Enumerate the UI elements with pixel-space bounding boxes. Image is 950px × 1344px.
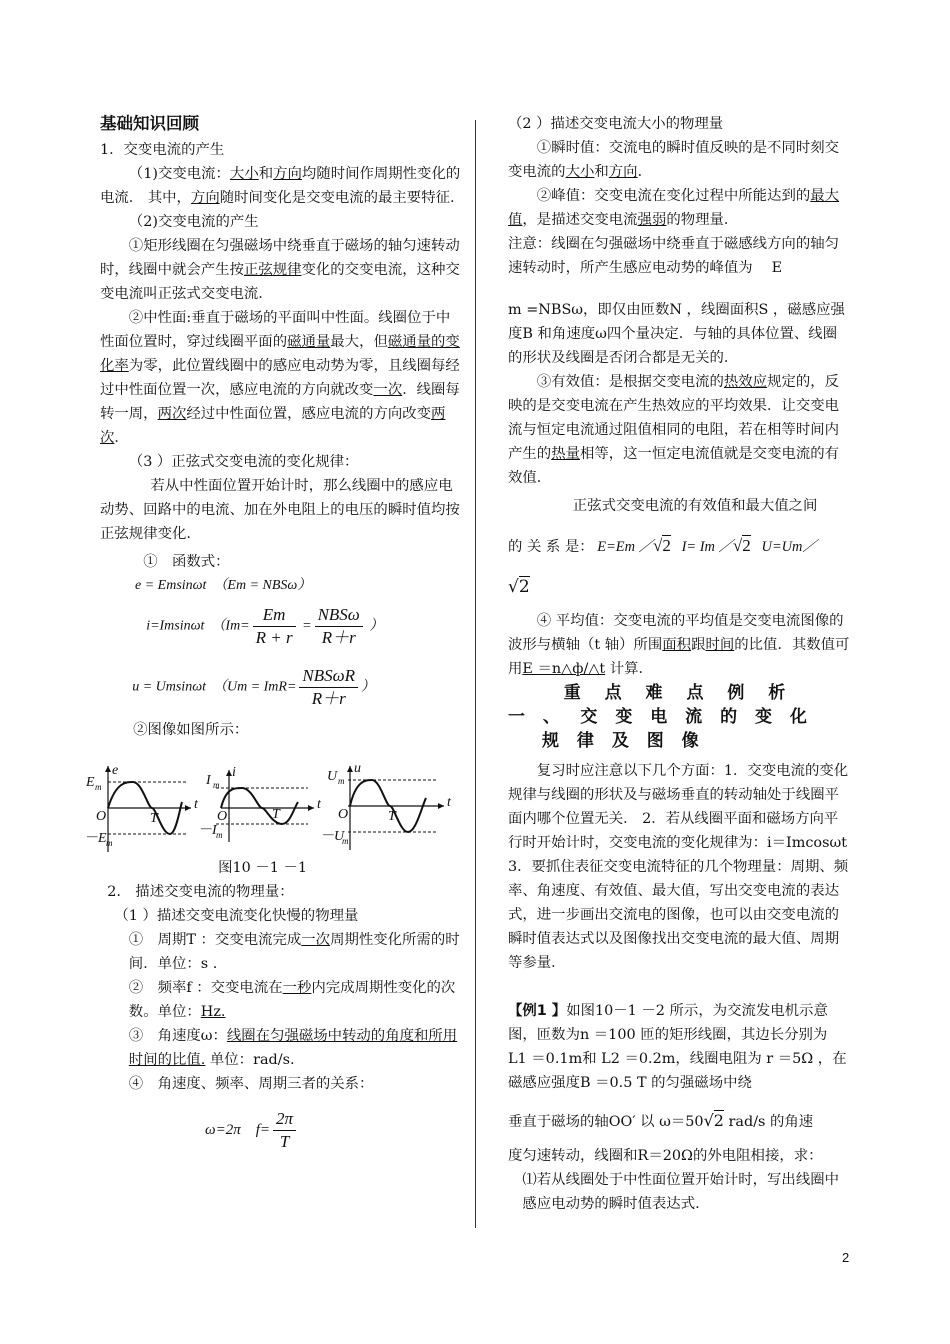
graph-title: ②图像如图所示：	[133, 722, 249, 738]
subheading-2: 2. 描述交变电流的物理量：	[107, 884, 294, 900]
section-one-subtitle: 规 律 及 图 像	[542, 731, 705, 751]
subheading-2-2: （2 ）描述交变电流大小的物理量	[508, 116, 724, 132]
effective-relation-intro: 正弦式交变电流的有效值和最大值之间	[572, 498, 818, 514]
effective-value: ③有效值：是根据交变电流的热效应规定的，反映的是交变电流在产生热效应的平均效果．让交变电流与恒定电流通过阻值相同的电阻，若在相等时间内产生的热量相等，这一恒定电流值就是交变电流的有效值．	[508, 374, 840, 486]
effective-relation-formula: 的 关 系 是： E=Em ／√2 I= Im ／√2 U=Um／	[508, 536, 817, 555]
svg-text:i: i	[232, 765, 236, 780]
average-value: ④ 平均值：交变电流的平均值是交变电流图像的波形与横轴（t 轴）所围面积跟时间的比值．其数值可用E ＝n△ф/△t 计算．	[508, 613, 850, 677]
page-number: 2	[842, 1250, 850, 1265]
subheading-2-1: （1 ）描述交变电流变化快慢的物理量	[114, 908, 359, 924]
frequency-definition: ② 频率f ：交变电流在一秒内完成周期性变化的次数。单位：Hz.	[128, 980, 456, 1020]
svg-text:I: I	[206, 773, 211, 788]
peak-value: ②峰值：交变电流在变化过程中所能达到的最大值，是描述交变电流强弱的物理量．	[508, 188, 840, 228]
peak-note-continued: m =NBSω，即仅由匝数N ，线圈面积S ，磁感应强度B 和角速度ω四个量决定．与轴的具体位置、线圈的形状及线圈是否闭合都是无关的．	[508, 302, 845, 366]
svg-text:m: m	[95, 782, 102, 792]
paragraph-ac-definition: （1)交变电流：大小和方向均随时间作周期性变化的电流． 其中，方向随时间变化是交变电流的最主要特征.	[100, 166, 461, 206]
paragraph-sine-law: 若从中性面位置开始计时，那么线圈中的感应电动势、回路中的电流、加在外电阻上的电压的瞬时值均按正弦规律变化.	[100, 478, 460, 542]
svg-text:O: O	[338, 807, 349, 822]
svg-text:－E: －E	[86, 831, 107, 846]
column-divider	[475, 120, 476, 1228]
section-heading: 基础知识回顾	[100, 114, 199, 133]
svg-text:－I: －I	[198, 823, 217, 838]
subheading-1-3: （3 ）正弦式交变电流的变化规律：	[128, 454, 359, 470]
svg-text:m: m	[216, 830, 223, 840]
svg-text:m: m	[106, 838, 113, 848]
subheading-1-2: （2)交变电流的产生	[128, 214, 259, 230]
svg-text:u: u	[354, 762, 361, 776]
period-definition: ① 周期T ：交变电流完成一次周期性变化所需的时间．单位：s .	[128, 932, 460, 972]
example-1: 【例1 】如图10－1 －2 所示，为交流发电机示意图，匝数为n ＝100 匝的矩形线圈，其边长分别为 L1 ＝0.1m和 L2 ＝0.2m，线圈电阻为 r ＝5Ω ，在磁感应强度B ＝0.5 T 的匀强磁场中绕	[508, 1003, 847, 1091]
relation-title: ④ 角速度、频率、周期三者的关系：	[128, 1076, 374, 1092]
figure-caption: 图10 －1 －1	[218, 860, 308, 876]
svg-text:－U: －U	[320, 829, 345, 844]
left-column	[86, 112, 462, 1159]
svg-text:T: T	[272, 807, 280, 822]
paragraph-neutral-plane: ②中性面:垂直于磁场的平面叫中性面。线圈位于中性面位置时，穿过线圈平面的磁通量最大，但磁通量的变化率为零，此位置线圈中的感应电动势为零，且线圈每经过中性面位置一次，感应电流的方向就改变一次．线圈每转一周，两次经过中性面位置，感应电流的方向改变两次．	[100, 310, 460, 446]
section-one-title: 一 、 交 变 电 流 的 变 化	[508, 707, 813, 727]
paragraph-generation: ①矩形线圈在匀强磁场中绕垂直于磁场的轴匀速转动时，线圈中就会产生按正弦规律变化的交变电流，这种交变电流叫正弦式交变电流．	[100, 238, 460, 302]
svg-text:T: T	[388, 809, 396, 824]
svg-text:m: m	[338, 776, 345, 786]
svg-text:T: T	[150, 811, 158, 826]
right-column	[508, 112, 862, 1216]
graph1-max-label: E	[86, 775, 95, 790]
example-1-question-1: ⑴若从线圈处于中性面位置开始计时，写出线圈中感应电动势的瞬时值表达式.	[522, 1172, 839, 1212]
svg-text:U: U	[327, 769, 338, 784]
relation-formula: ω=2π f= $\frac{2\pi}{T}$	[100, 1108, 462, 1153]
example-1-resistor: 度匀速转动，线圈和R＝20Ω的外电阻相接，求：	[508, 1148, 823, 1164]
review-paragraph: 复习时应注意以下几个方面：1．交变电流的变化规律与线圈的形状及与磁场垂直的转动轴处于线圈平面内哪个位置无关． 2．若从线圈平面和磁场方向平行时开始计时，交变电流的变化规律为：i＝Imcosωt 3．要抓住表征交变电流特征的几个物理量：周期、频率、角速度、有效值、最大值，写出交变电流的表达式，进一步画出交流电的图像，也可以由交变电流的瞬时值表达式以及图像找出交变电流的最大值、周期等参量．	[508, 763, 862, 971]
svg-text:t: t	[447, 795, 451, 810]
subheading-1: 1．交变电流的产生	[100, 142, 225, 158]
peak-note: 注意：线圈在匀强磁场中绕垂直于磁感线方向的轴匀速转动时，所产生感应电动势的峰值为 E	[508, 236, 839, 276]
waveform-graphs	[86, 762, 462, 858]
waveform-figure	[86, 762, 462, 858]
svg-text:O: O	[96, 809, 107, 824]
sqrt-two: √2	[508, 577, 530, 597]
formula-voltage: u = Umsinωt （Um = ImR= $\frac{\text{NBSωR}}{R+r}$ ）	[132, 666, 376, 708]
instantaneous-value: ①瞬时值：交流电的瞬时值反映的是不同时刻交变电流的大小和方向．	[508, 140, 840, 180]
key-points-title: 重 点 难 点 例 析	[563, 683, 795, 703]
angular-velocity-definition: ③ 角速度ω：线圈在匀强磁场中转动的角度和所用时间的比值. 单位：rad/s.	[128, 1028, 458, 1068]
formula-title: ① 函数式：	[143, 554, 230, 570]
formula-emf: e = Emsinωt （Em = NBSω）	[135, 578, 312, 593]
svg-text:t: t	[194, 797, 198, 812]
graph1-axis-label: e	[112, 763, 119, 778]
svg-text:t: t	[317, 797, 321, 812]
example-1-axis: 垂直于磁场的轴OO′ 以 ω＝50√2 rad/s 的角速	[508, 1111, 814, 1130]
svg-text:m: m	[342, 836, 349, 846]
svg-text:O: O	[217, 809, 228, 824]
formula-current: i=Imsinωt （Im= $\frac{Em}{R + r}$ = $\frac{\text{NBSω}}{R+r}$ ）	[146, 605, 384, 647]
svg-text:m: m	[213, 780, 220, 790]
